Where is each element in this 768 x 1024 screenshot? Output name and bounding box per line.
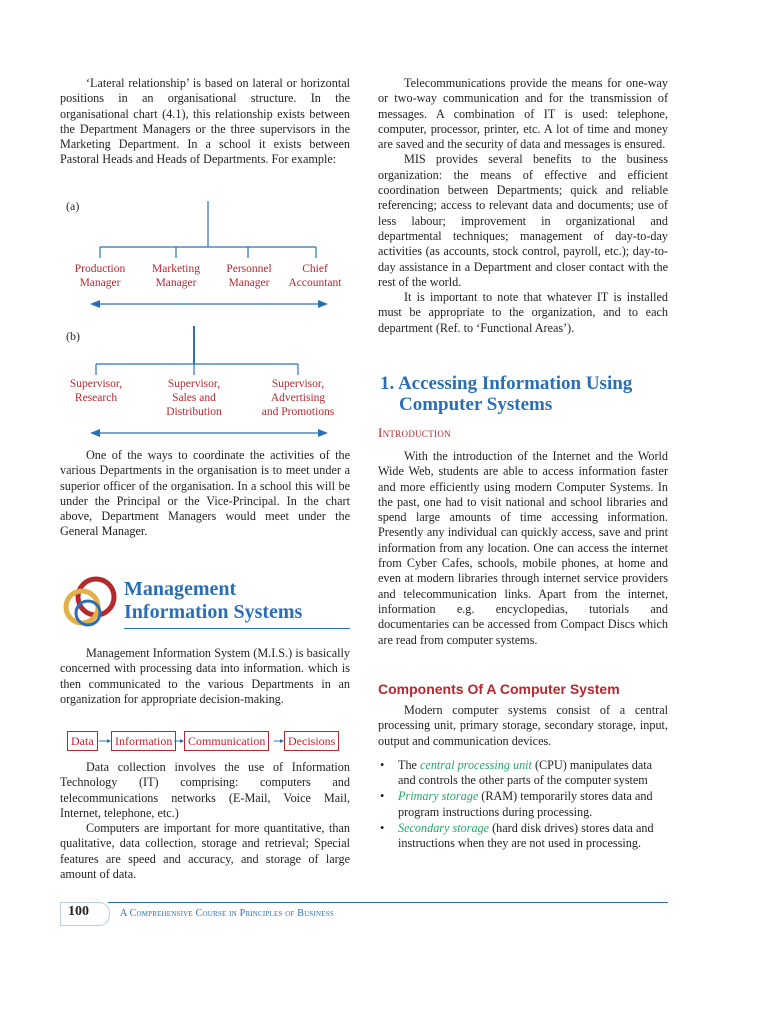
components-list xyxy=(378,758,668,852)
left-para-2: One of the ways to coordinate the activities of the various Departments in the organisation is to meet under a superior officer of the organisation. In a school this will be under the Principal or the Vice-Principal. In the chart above, Department Managers would meet under the General Manager. xyxy=(60,448,350,539)
intro-para: With the introduction of the Internet and the World Wide Web, students are able to access information faster and more efficiently using modern Computer Systems. In the past, one had to visit national and school libraries and spend large amounts of time accessing information. Presently any individual can quickly access, save and print information from any location. One can access the internet from Cyber Cafes, schools, mobile phones, at home and even at modern libraries through internet service providers and telecommunication links. Apart from the internet, information e.g. encyclopedias, tutorials and documentaries can be accessed from Compact Discs which are read from computer systems. xyxy=(378,449,668,647)
components-heading: Components Of A Computer System xyxy=(378,681,620,697)
right-column xyxy=(378,76,668,336)
section-number: 1. xyxy=(380,373,395,394)
chart-b-label: (b) xyxy=(66,329,80,343)
mis-body xyxy=(60,760,350,882)
mis-heading-line1: Management xyxy=(124,578,237,600)
components-para: Modern computer systems consist of a central processing unit, primary storage, secondary storage, input, output and communication devices. xyxy=(378,703,668,748)
flow-arrows xyxy=(67,731,357,751)
section-title-line2: Computer Systems xyxy=(399,394,553,415)
right-para-1: Telecommunications provide the means for one-way or two-way communication and for the transmission of messages. A combination of IT is used: telephone, computer, processor, printer, etc. A lot of time and money are saved and the security of data and messages is ensured. xyxy=(378,76,668,152)
chart-a-box-2: Marketing Manager xyxy=(152,263,200,289)
page-footer xyxy=(60,902,670,926)
chart-a-box-4: Chief Accountant xyxy=(288,263,342,289)
right-para-3: It is important to note that whatever IT is installed must be appropriate to the organization, and to each department (Ref. to ‘Functional Areas’). xyxy=(378,290,668,335)
flow-box-communication: Communication xyxy=(184,731,269,751)
section-heading xyxy=(380,373,680,415)
left-lower-text xyxy=(60,448,350,540)
mis-para-3: Computers are important for more quantitative, than qualitative, data collection, storage and retrieval; Special features are speed and accuracy, and storage of large amount of data. xyxy=(60,821,350,882)
chart-b-box-2: Supervisor, Sales and Distribution xyxy=(166,378,222,418)
intro-body xyxy=(378,449,668,648)
mis-heading-rule xyxy=(124,628,350,629)
org-chart-a xyxy=(60,195,360,315)
list-item: • The central processing unit (CPU) manipulates data and controls the other parts of the computer system xyxy=(380,757,653,788)
list-item: • Primary storage (RAM) temporarily stores data and program instructions during processing. xyxy=(380,789,653,819)
flow-box-decisions: Decisions xyxy=(284,731,339,751)
footer-rule xyxy=(108,902,668,903)
intro-heading: Introduction xyxy=(378,425,451,440)
flow-box-data: Data xyxy=(67,731,98,751)
list-item: • Secondary storage (hard disk drives) stores data and instructions when they are not used in processing. xyxy=(380,821,654,851)
chart-a-box-1: Production Manager xyxy=(74,263,126,289)
left-column xyxy=(60,76,350,168)
mis-heading-line2: Information Systems xyxy=(124,601,303,623)
rings-logo-icon xyxy=(58,575,124,629)
flow-box-information: Information xyxy=(111,731,176,751)
components-body xyxy=(378,703,668,853)
mis-para-1: Management Information System (M.I.S.) is basically concerned with processing data into information. which is then communicated to the various Departments in an organization for appropriate decision-making. xyxy=(60,646,350,706)
page-number: 100 xyxy=(68,904,89,919)
chart-a-label: (a) xyxy=(66,199,80,213)
chart-b-box-1: Supervisor, Research xyxy=(69,378,123,404)
right-para-2: MIS provides several benefits to the business organization: the means of effective and efficient coordination between Departments; quick and reliable referencing; access to relevant data and documents; use of less labour; improvement in organizational and departmental techniques; management of day-to-day activities (as accounts, stock control, payroll, etc.); day-to-day assistance in a Department and closer contact with the rest of the world. xyxy=(378,152,668,289)
book-title: A Comprehensive Course in Principles of Business xyxy=(120,908,334,919)
chart-b-box-3: Supervisor, Advertising and Promotions xyxy=(261,378,335,418)
chart-a-box-3: Personnel Manager xyxy=(226,263,272,289)
mis-para-2: Data collection involves the use of Information Technology (IT) comprising: computers and telecommunications networks (E-Mail, Voice Mail, Internet, telephone, etc.) xyxy=(60,760,350,820)
left-para-1: ‘Lateral relationship’ is based on lateral or horizontal positions in an organisational structure. In the organisational chart (4.1), this relationship exists between the Department Managers or the three supervisors in the Marketing Department. In a school it exists between Pastoral Heads and Heads of Departments. For example: xyxy=(60,76,350,167)
mis-heading xyxy=(124,578,350,624)
mis-intro xyxy=(60,646,350,707)
section-title-line1: Accessing Information Using xyxy=(397,373,633,394)
